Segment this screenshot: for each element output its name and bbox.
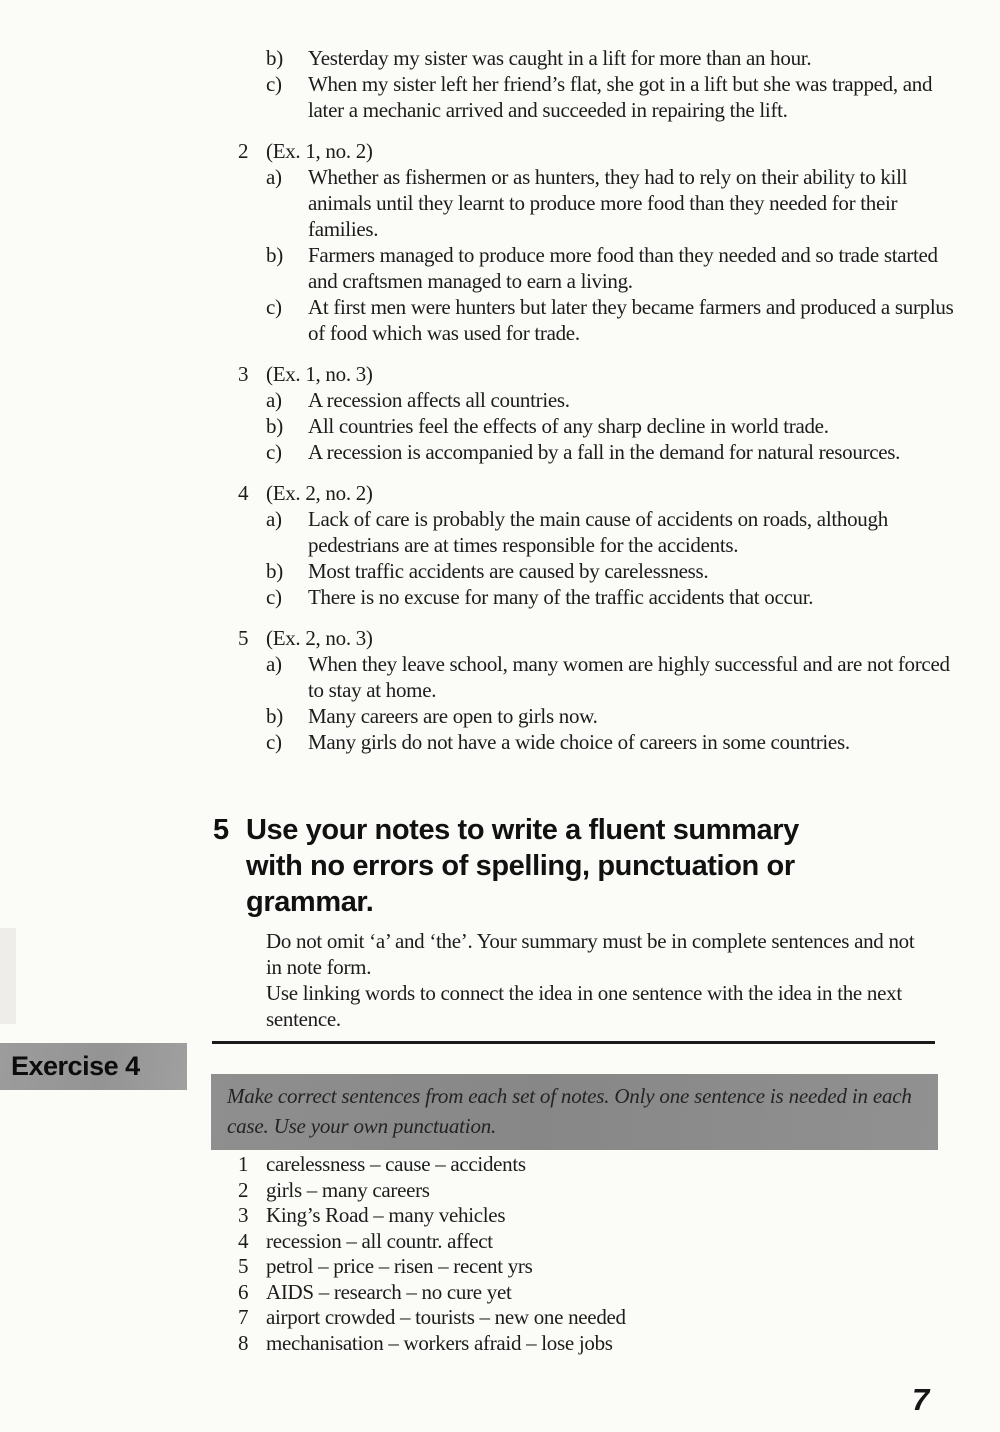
note-number: 6 (238, 1279, 249, 1304)
note-text: girls – many careers (266, 1177, 430, 1202)
answer-item (266, 584, 970, 610)
item-letter: a) (266, 507, 282, 531)
item-letter: b) (266, 414, 283, 438)
answer-item (266, 242, 970, 294)
answer-group (238, 45, 970, 123)
item-text: Yesterday my sister was caught in a lift for more than an hour. (308, 46, 812, 70)
note-item (238, 1331, 958, 1357)
note-text: carelessness – cause – accidents (266, 1152, 526, 1176)
answer-item (266, 729, 970, 755)
note-text: airport crowded – tourists – new one needed (266, 1305, 626, 1329)
group-label: (Ex. 1, no. 3) (266, 362, 373, 386)
answers-section (0, 45, 1000, 770)
exercise-4-section (0, 1040, 1000, 1150)
answer-item (266, 45, 970, 71)
heading-line: grammar. (246, 886, 374, 918)
answer-item (266, 294, 970, 346)
item-text: A recession affects all countries. (308, 388, 570, 412)
group-header (238, 480, 970, 506)
item-letter: c) (266, 440, 282, 464)
note-number: 4 (238, 1228, 249, 1253)
answer-group (238, 361, 970, 465)
heading-number: 5 (213, 814, 229, 846)
note-item (238, 1152, 958, 1178)
note-number: 8 (238, 1330, 249, 1355)
answer-item (266, 651, 970, 703)
answer-item (266, 703, 970, 729)
group-number: 5 (238, 626, 249, 650)
answer-item (266, 71, 970, 123)
page-number: 7 (912, 1382, 930, 1417)
note-item (238, 1305, 958, 1331)
item-text: There is no excuse for many of the traffic accidents that occur. (308, 585, 814, 609)
item-letter: c) (266, 295, 282, 319)
item-text: Farmers managed to produce more food than they needed and so trade started and craftsmen managed to earn a living. (308, 243, 938, 293)
answer-group (238, 480, 970, 610)
instruction-text: Make correct sentences from each set of notes. Only one sentence is needed in each case. Use your own punctuation. (227, 1084, 912, 1138)
answer-item (266, 164, 970, 242)
item-text: Lack of care is probably the main cause of accidents on roads, although pedestrians are at times responsible for the accidents. (308, 507, 888, 557)
notes-list (238, 1152, 958, 1356)
bullet-text: Use linking words to connect the idea in one sentence with the idea in the next sentence. (266, 981, 902, 1031)
item-letter: a) (266, 388, 282, 412)
item-letter: a) (266, 165, 282, 189)
note-text: King’s Road – many vehicles (266, 1203, 506, 1227)
group-number: 3 (238, 362, 249, 386)
item-text: Whether as fishermen or as hunters, they had to rely on their ability to kill animals until they learnt to produce more food than they needed for their families. (308, 165, 908, 241)
group-label: (Ex. 2, no. 3) (266, 626, 373, 650)
note-item (238, 1178, 958, 1204)
group-label: (Ex. 2, no. 2) (266, 481, 373, 505)
answer-item (266, 558, 970, 584)
item-text: When they leave school, many women are highly successful and are not forced to stay at home. (308, 652, 950, 702)
item-text: Many careers are open to girls now. (308, 704, 598, 728)
answer-group (238, 625, 970, 755)
answer-item (266, 506, 970, 558)
group-header (238, 625, 970, 651)
note-text: petrol – price – risen – recent yrs (266, 1254, 533, 1278)
bullet-text: Do not omit ‘a’ and ‘the’. Your summary must be in complete sentences and not in note form. (266, 929, 915, 979)
item-letter: b) (266, 46, 283, 70)
answer-item (266, 413, 970, 439)
item-text: When my sister left her friend’s flat, she got in a lift but she was trapped, and later a mechanic arrived and succeeded in repairing the lift. (308, 72, 933, 122)
answer-group (238, 138, 970, 346)
bullet-item (230, 980, 930, 1032)
instruction-box (211, 1074, 938, 1150)
item-letter: b) (266, 704, 283, 728)
item-letter: b) (266, 559, 283, 583)
item-letter: c) (266, 585, 282, 609)
note-number: 3 (238, 1203, 249, 1227)
note-number: 2 (238, 1177, 249, 1202)
divider-rule (212, 1041, 935, 1044)
note-number: 7 (238, 1305, 249, 1329)
answer-item (266, 387, 970, 413)
exercise-label: Exercise 4 (11, 1051, 140, 1081)
note-number: 1 (238, 1152, 249, 1176)
note-text: recession – all countr. affect (266, 1228, 493, 1253)
note-number: 5 (238, 1254, 249, 1278)
note-text: AIDS – research – no cure yet (266, 1279, 512, 1304)
heading-line: Use your notes to write a fluent summary (246, 814, 799, 846)
note-item (238, 1254, 958, 1280)
group-header (238, 361, 970, 387)
summary-notes (230, 928, 930, 1032)
scan-artifact (0, 928, 16, 1024)
note-item (238, 1203, 958, 1229)
exercise-label-box (0, 1043, 187, 1090)
heading-text (246, 812, 799, 920)
note-text: mechanisation – workers afraid – lose jobs (266, 1330, 613, 1355)
group-label: (Ex. 1, no. 2) (266, 139, 373, 163)
item-letter: c) (266, 72, 282, 96)
item-text: Many girls do not have a wide choice of careers in some countries. (308, 730, 850, 754)
group-number: 2 (238, 139, 249, 163)
group-header (238, 138, 970, 164)
heading-line: with no errors of spelling, punctuation or (246, 850, 795, 882)
item-letter: c) (266, 730, 282, 754)
bullet-item (230, 928, 930, 980)
item-letter: a) (266, 652, 282, 676)
answer-item (266, 439, 970, 465)
item-text: At first men were hunters but later they became farmers and produced a surplus of food which was used for trade. (308, 295, 954, 345)
item-text: A recession is accompanied by a fall in the demand for natural resources. (308, 440, 901, 464)
note-item (238, 1229, 958, 1255)
item-text: All countries feel the effects of any sharp decline in world trade. (308, 414, 829, 438)
item-text: Most traffic accidents are caused by carelessness. (308, 559, 709, 583)
note-item (238, 1280, 958, 1306)
section-heading (213, 812, 799, 920)
item-letter: b) (266, 243, 283, 267)
group-number: 4 (238, 481, 249, 505)
